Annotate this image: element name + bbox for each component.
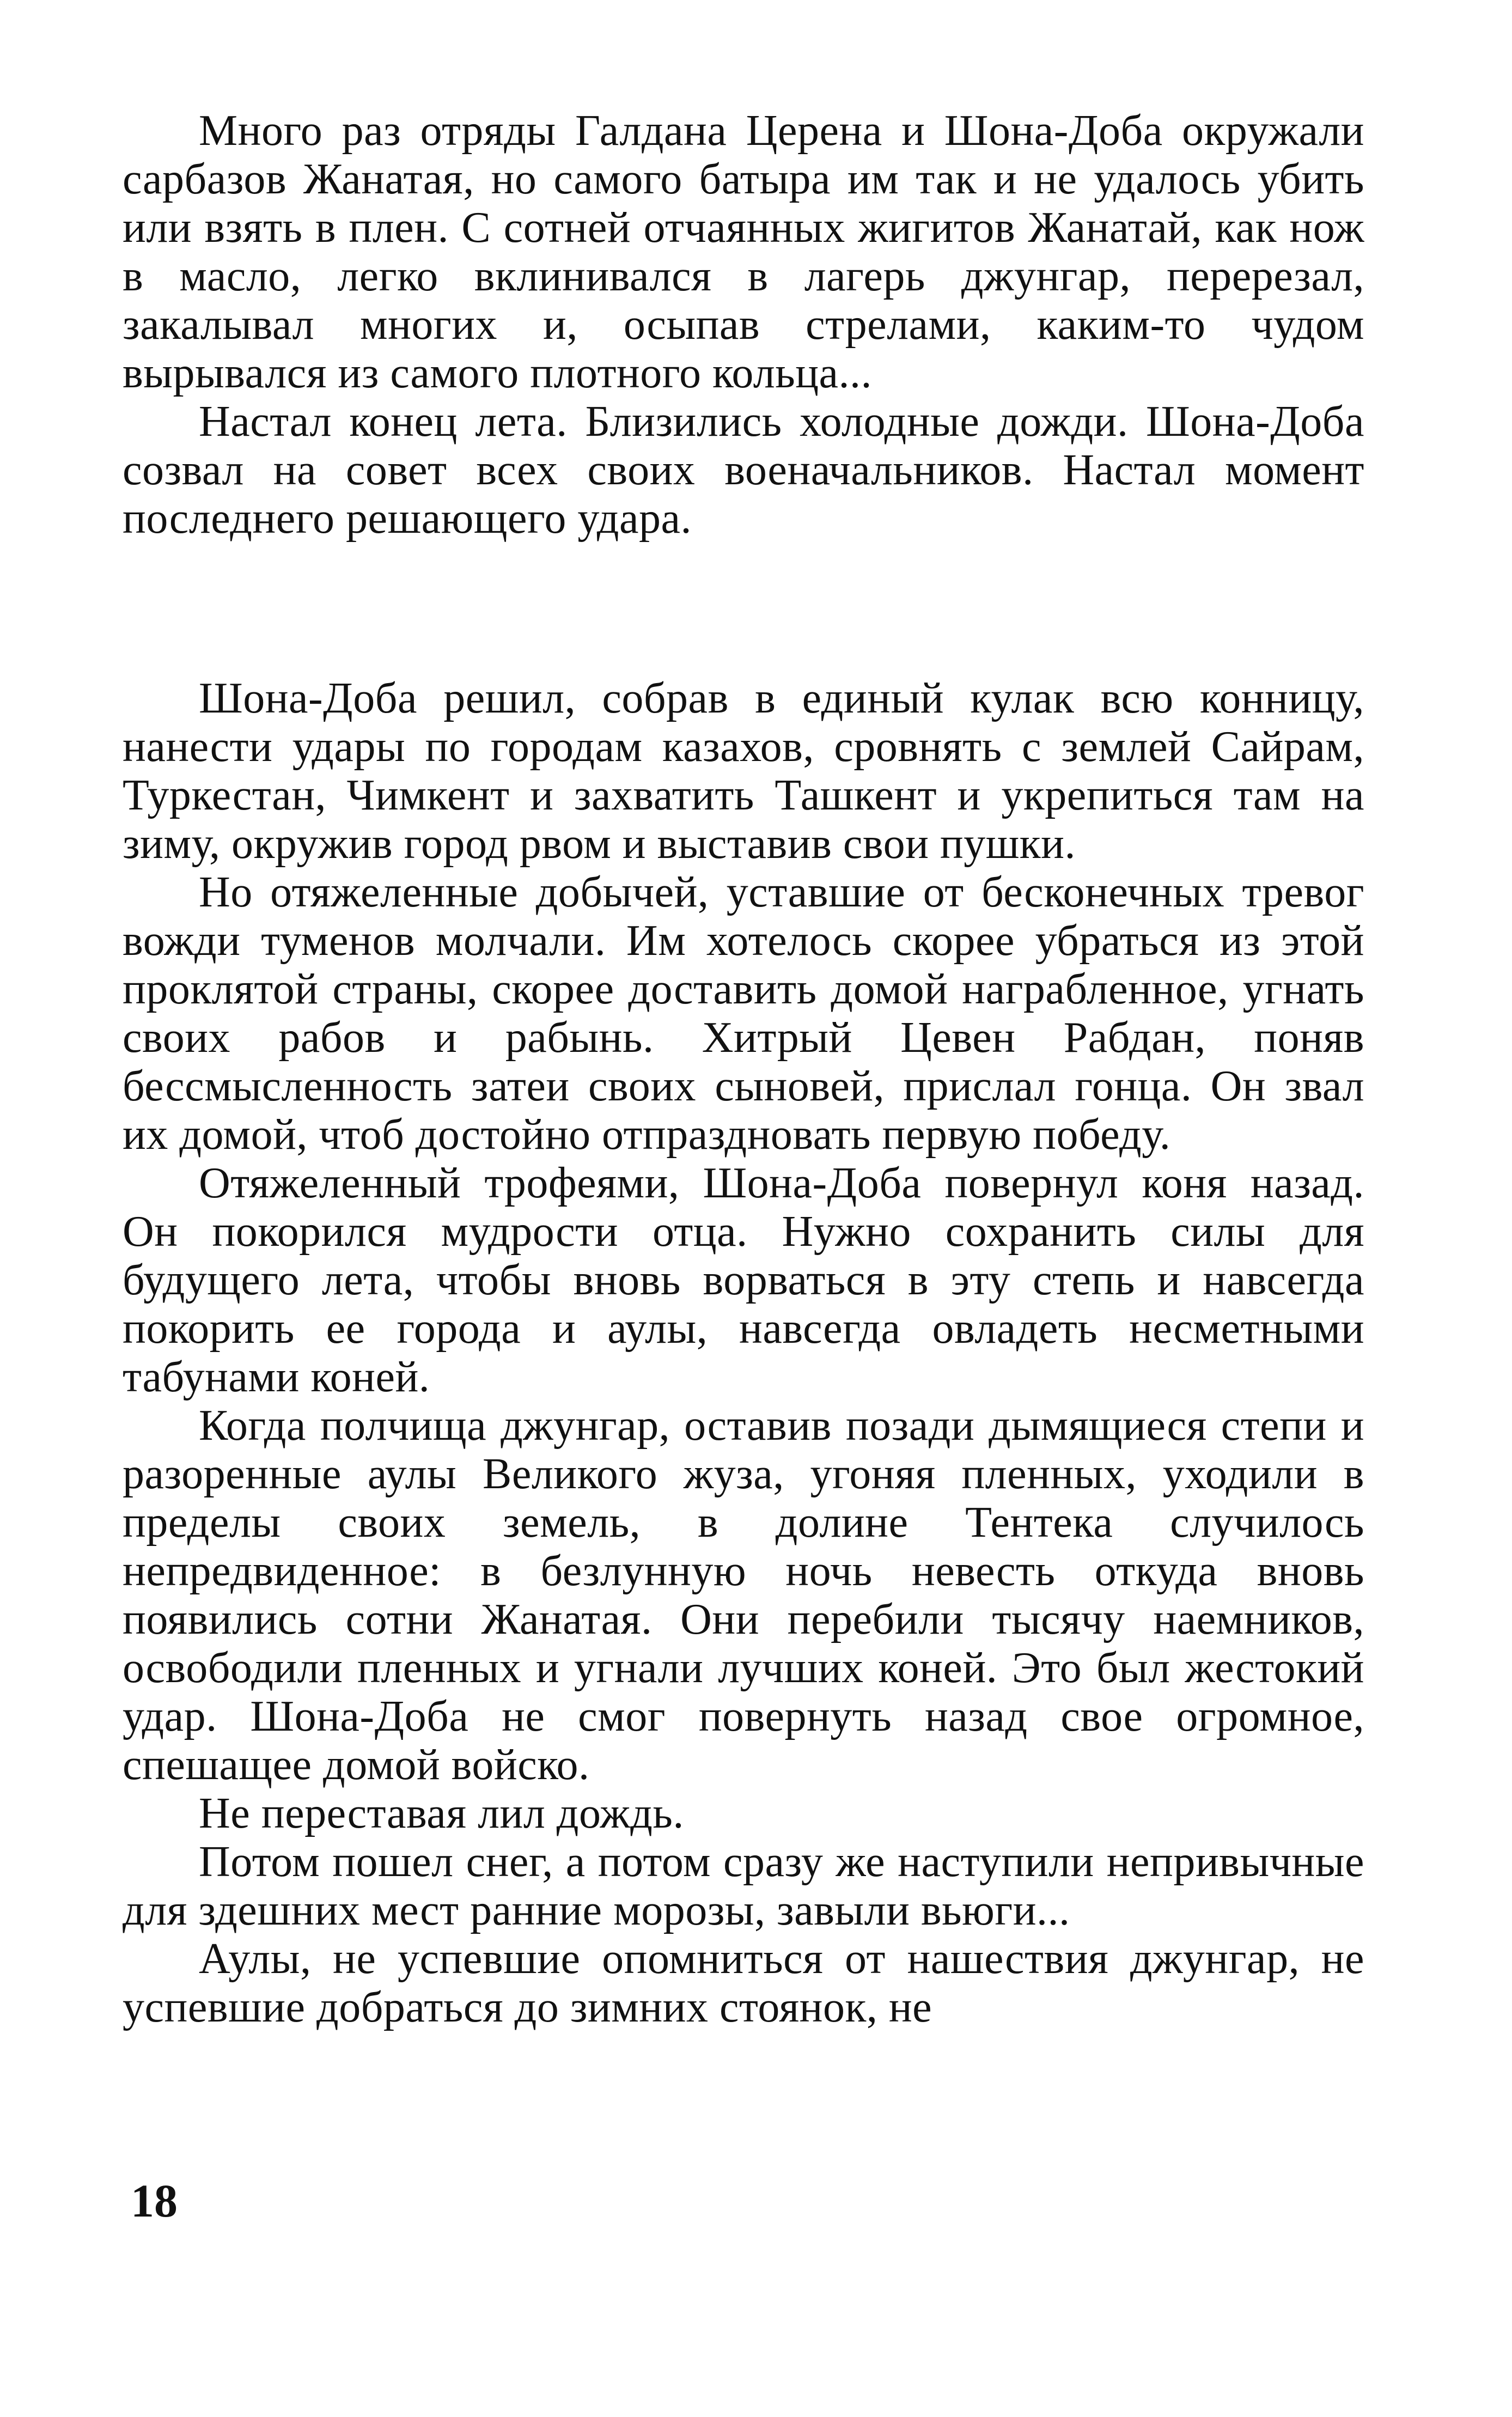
paragraph: Не переставая лил дождь. [199, 1789, 684, 1837]
text-section-2 [123, 674, 1364, 2032]
paragraph: Много раз отряды Галдана Церена и Шона-Доба окружали сарбазов Жанатая, но самого батыра им так и не удалось убить или взять в плен. С сотней отчаянных жигитов Жанатай, как нож в масло, легко вклинивался в лагерь джунгар, перерезал, закалывал многих и, осыпав стрелами, каким-то чудом вырывался из самого плотного кольца... [123, 107, 1364, 397]
text-section-1 [123, 107, 1364, 543]
paragraph: Но отяжеленные добычей, уставшие от бесконечных тревог вожди туменов молчали. Им хотелось скорее убраться из этой проклятой страны, скорее доставить домой награбленное, угнать своих рабов и рабынь. Хитрый Цевен Рабдан, поняв бессмысленность затеи своих сыновей, прислал гонца. Он звал их домой, чтоб достойно отпраздновать первую победу. [123, 868, 1364, 1159]
paragraph: Настал конец лета. Близились холодные дожди. Шона-Доба созвал на совет всех своих военачальников. Настал момент последнего решающего удара. [123, 398, 1364, 543]
page-number: 18 [131, 2175, 178, 2227]
paragraph: Шона-Доба решил, собрав в единый кулак всю конницу, нанести удары по городам казахов, сровнять с землей Сайрам, Туркестан, Чимкент и захватить Ташкент и укрепиться там на зиму, окружив город рвом и выставив свои пушки. [123, 674, 1364, 868]
paragraph: Аулы, не успевшие опомниться от нашествия джунгар, не успевшие добраться до зимних стоянок, не [123, 1935, 1364, 2031]
paragraph: Потом пошел снег, а потом сразу же наступили непривычные для здешних мест ранние морозы, завыли вьюги... [123, 1838, 1364, 1934]
paragraph: Отяжеленный трофеями, Шона-Доба повернул коня назад. Он покорился мудрости отца. Нужно сохранить силы для будущего лета, чтобы вновь ворваться в эту степь и навсегда покорить ее города и аулы, навсегда овладеть несметными табунами коней. [123, 1159, 1364, 1401]
paragraph: Когда полчища джунгар, оставив позади дымящиеся степи и разоренные аулы Великого жуза, угоняя пленных, уходили в пределы своих земель, в долине Тентека случилось непредвиденное: в безлунную ночь невесть откуда вновь появились сотни Жанатая. Они перебили тысячу наемников, освободили пленных и угнали лучших коней. Это был жестокий удар. Шона-Доба не смог повернуть назад свое огромное, спешащее домой войско. [123, 1402, 1364, 1789]
